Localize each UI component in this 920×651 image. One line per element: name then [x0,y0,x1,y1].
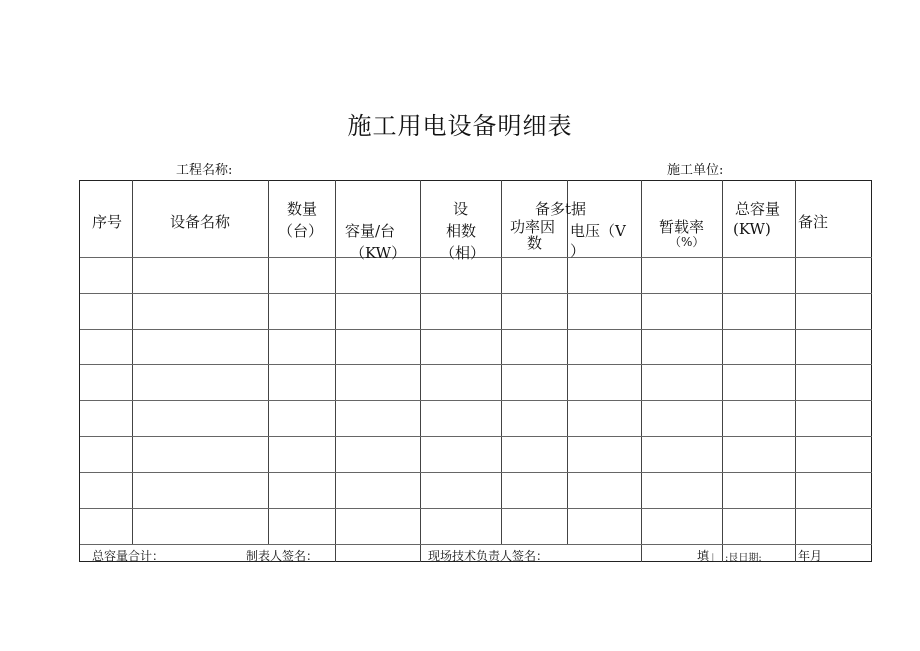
header-quantity: 数量 [287,200,318,218]
table-row [80,294,872,329]
header-load-rate: 暂载率 [659,218,705,236]
table-row [80,365,872,400]
header-total-capacity: 总容量 [735,200,781,218]
table-row [80,258,872,293]
table-row [80,437,872,472]
row-divider [80,544,872,545]
footer-prepared-by: 制表人签名： [246,549,319,563]
header-device-data: 备多t据 [535,200,587,218]
header-seq: 序号 [92,213,123,231]
header-voltage: 电压（V [570,222,626,240]
header-quantity-unit: （台） [278,222,324,240]
header-capacity-per-unit: 容量/台 [345,222,396,240]
header-she: 设 [453,200,469,218]
table-row [80,473,872,508]
header-total-capacity-unit: (KW) [733,220,771,238]
table-row [80,401,872,436]
project-name-label: 工程名称: [176,163,233,178]
header-phase-count: 相数 [446,222,477,240]
header-phase-unit: （相） [440,244,486,262]
footer-fill-label: 填」 [697,549,722,563]
footer-site-tech-lead: 现场技术负责人签名： [428,549,549,563]
header-capacity-unit: （KW） [350,244,407,262]
header-power-factor: 功率因 [510,218,556,236]
construction-unit-label: 施工单位: [667,163,724,178]
footer-total-capacity: 总容量合计： [92,549,165,563]
header-device-name: 设备名称 [170,213,231,231]
header-voltage-2: ） [570,242,586,260]
document-title: 施工用电设备明细表 [347,112,573,140]
header-power-factor-2: 数 [527,234,543,252]
header-remarks: 备注 [798,213,829,231]
table-row [80,330,872,365]
header-load-rate-unit: （%） [669,235,705,249]
footer-year-month: 年月 [798,549,823,563]
footer-date-label: :艮日期: [725,553,762,564]
table-row [80,509,872,544]
